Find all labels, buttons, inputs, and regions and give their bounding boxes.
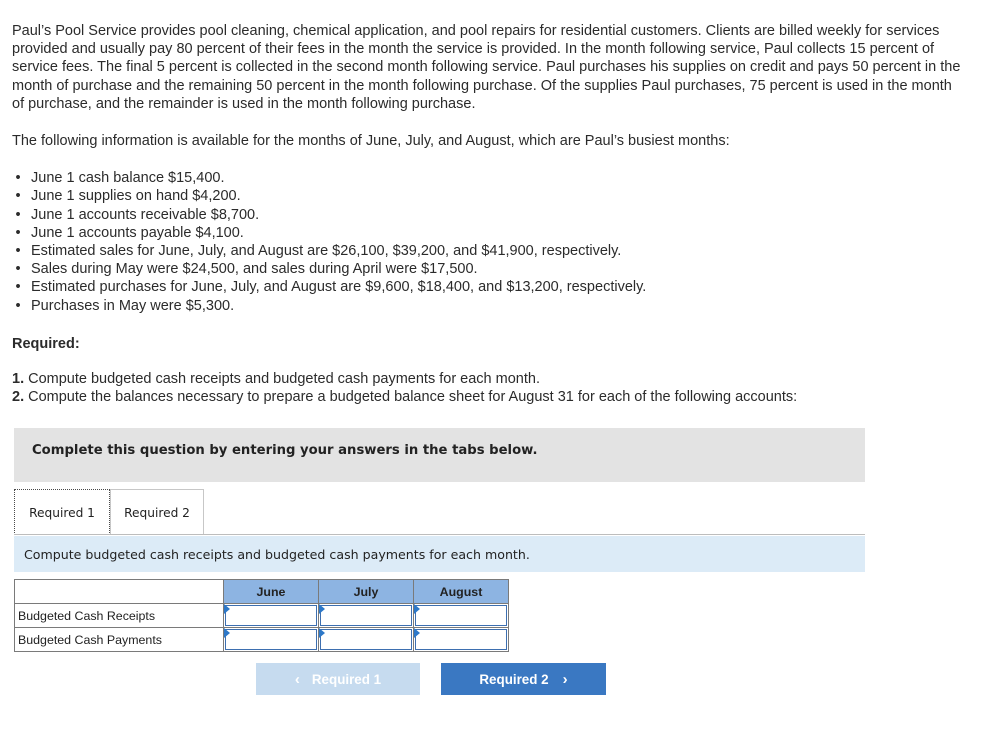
info-intro: The following information is available for the months of June, July, and August, which are Paul’s busiest months: — [12, 133, 730, 150]
tab-required-2[interactable] — [110, 489, 204, 535]
next-button-label: Required 2 — [479, 671, 549, 687]
fact-item: • Sales during May were $24,500, and sales during April were $17,500. — [31, 260, 962, 278]
requirement-number: 2. — [12, 389, 25, 406]
requirement-text: Compute budgeted cash receipts and budgeted cash payments for each month. — [28, 371, 540, 388]
tab-divider — [14, 534, 865, 535]
input-marker-icon — [224, 628, 230, 638]
table-header-row — [15, 580, 509, 604]
input-marker-icon — [319, 604, 325, 614]
cash-receipts-june-input[interactable] — [224, 604, 319, 628]
requirement-text: Compute the balances necessary to prepare a budgeted balance sheet for August 31 for each of the following accounts: — [28, 389, 798, 406]
required-heading: Required: — [12, 335, 80, 352]
table-row — [15, 628, 509, 652]
fact-item: • Estimated purchases for June, July, and August are $9,600, $18,400, and $13,200, respectively. — [31, 278, 962, 296]
fact-item: • June 1 accounts receivable $8,700. — [31, 206, 962, 224]
requirement-number: 1. — [12, 371, 25, 388]
input-field[interactable] — [320, 605, 412, 626]
input-field[interactable] — [225, 629, 317, 650]
input-marker-icon — [414, 628, 420, 638]
cash-receipts-august-input[interactable] — [414, 604, 509, 628]
table-corner-cell — [15, 580, 224, 604]
row-label-cash-payments: Budgeted Cash Payments — [15, 628, 224, 652]
input-marker-icon — [319, 628, 325, 638]
column-header-august: August — [414, 580, 509, 604]
input-field[interactable] — [415, 629, 507, 650]
input-field[interactable] — [225, 605, 317, 626]
fact-item: • June 1 accounts payable $4,100. — [31, 224, 962, 242]
column-header-june: June — [224, 580, 319, 604]
input-field[interactable] — [320, 629, 412, 650]
problem-statement — [12, 22, 962, 406]
input-marker-icon — [224, 604, 230, 614]
next-required-button[interactable] — [441, 663, 606, 695]
task-banner — [14, 536, 865, 572]
chevron-right-icon: › — [562, 670, 568, 688]
cash-payments-june-input[interactable] — [224, 628, 319, 652]
fact-item: • June 1 supplies on hand $4,200. — [31, 187, 962, 205]
input-marker-icon — [414, 604, 420, 614]
cash-payments-july-input[interactable] — [319, 628, 414, 652]
tab-required-1[interactable] — [14, 489, 110, 535]
chevron-left-icon: ‹ — [294, 670, 300, 688]
fact-item: • June 1 cash balance $15,400. — [31, 169, 962, 187]
table-row — [15, 604, 509, 628]
input-field[interactable] — [415, 605, 507, 626]
answer-table — [14, 579, 509, 652]
previous-button-label: Required 1 — [311, 671, 382, 687]
row-label-cash-receipts: Budgeted Cash Receipts — [15, 604, 224, 628]
cash-receipts-july-input[interactable] — [319, 604, 414, 628]
tab-label: Required 1 — [29, 505, 95, 520]
cash-payments-august-input[interactable] — [414, 628, 509, 652]
requirements-list — [12, 370, 962, 406]
tab-label: Required 2 — [124, 505, 190, 520]
fact-item: • Estimated sales for June, July, and August are $26,100, $39,200, and $41,900, respectively. — [31, 242, 962, 260]
problem-intro: Paul’s Pool Service provides pool cleaning, chemical application, and pool repairs for residential customers. Clients are billed weekly for services provided and usually pay 80 percent of their fees in the month the service is provided. In the month following service, Paul collects 15 percent of service fees. The final 5 percent is collected in the second month following service. Paul purchases his supplies on credit and pays 50 percent in the month of purchase and the remaining 50 percent in the month following purchase. Of the supplies Paul purchases, 75 percent is used in the month of purchase, and the remainder is used in the month following purchase. — [12, 23, 961, 112]
previous-required-button[interactable] — [256, 663, 420, 695]
instruction-box — [14, 428, 865, 482]
requirement-item — [12, 370, 962, 388]
task-banner-text: Compute budgeted cash receipts and budgeted cash payments for each month. — [24, 547, 530, 562]
instruction-text: Complete this question by entering your answers in the tabs below. — [32, 443, 538, 458]
fact-item: • Purchases in May were $5,300. — [31, 297, 962, 315]
column-header-july: July — [319, 580, 414, 604]
requirement-item — [12, 388, 962, 406]
facts-list — [12, 169, 962, 315]
